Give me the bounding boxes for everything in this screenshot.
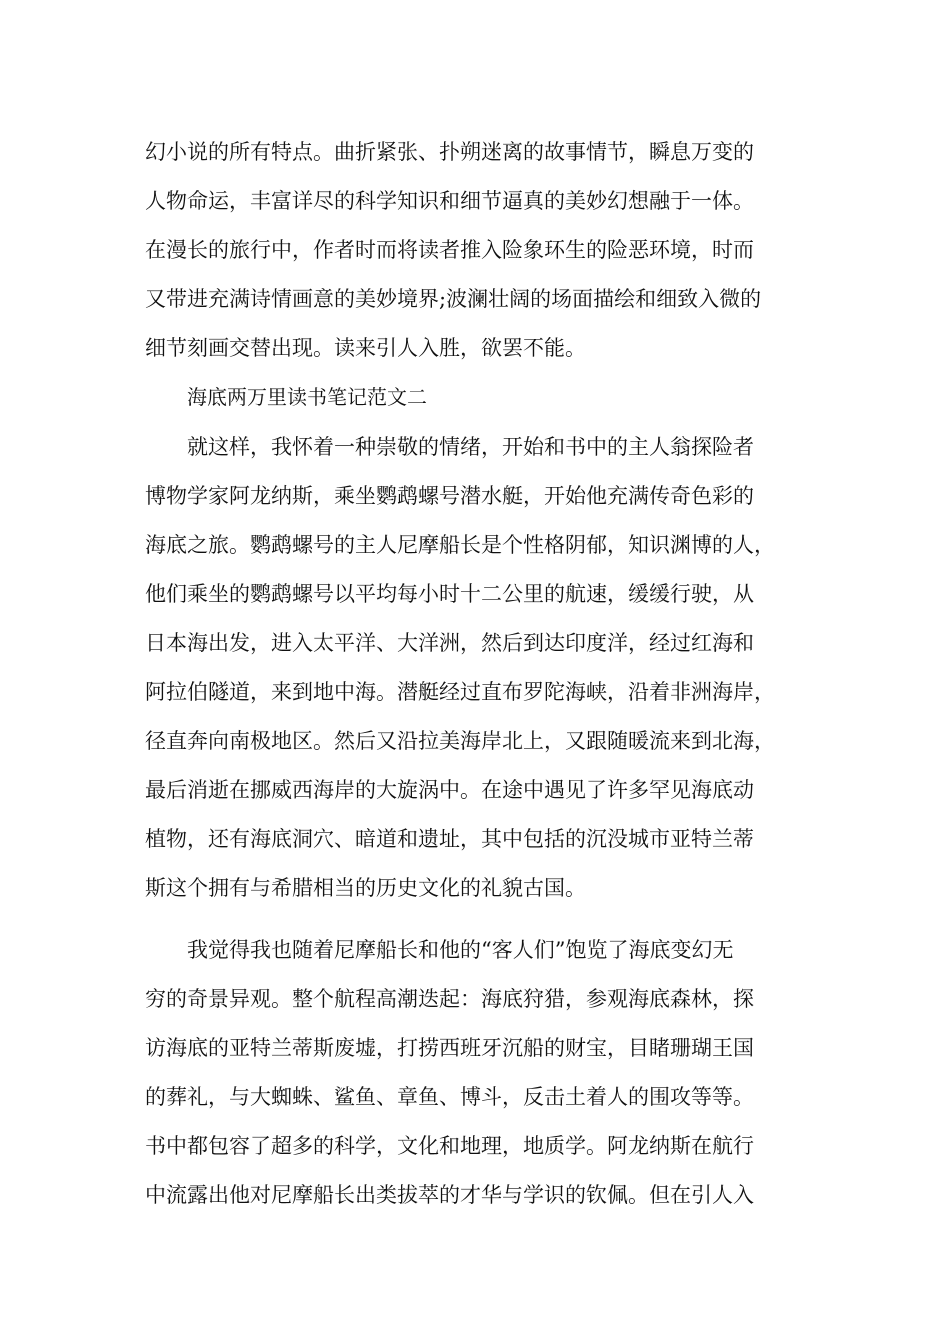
text-line: 细节刻画交替出现。读来引人入胜，欲罢不能。 xyxy=(145,336,586,361)
text-line: 又带进充满诗情画意的美妙境界;波澜壮阔的场面描绘和细致入微的 xyxy=(145,287,762,312)
document-body xyxy=(145,128,815,1220)
text-line: 在漫长的旅行中，作者时而将读者推入险象环生的险恶环境，时而 xyxy=(145,238,754,263)
text-line: 穷的奇景异观。整个航程高潮迭起：海底狩猎，参观海底森林，探 xyxy=(145,986,754,1011)
text-line: 他们乘坐的鹦鹉螺号以平均每小时十二公里的航速，缓缓行驶，从 xyxy=(145,581,754,606)
text-line: 幻小说的所有特点。曲折紧张、扑朔迷离的故事情节，瞬息万变的 xyxy=(145,140,754,164)
text-line: 斯这个拥有与希腊相当的历史文化的礼貌古国。 xyxy=(145,876,586,901)
text-line: 最后消逝在挪威西海岸的大旋涡中。在途中遇见了许多罕见海底动 xyxy=(145,778,754,803)
text-line: 博物学家阿龙纳斯，乘坐鹦鹉螺号潜水艇，开始他充满传奇色彩的 xyxy=(145,483,754,508)
text-line: 中流露出他对尼摩船长出类拔萃的才华与学识的钦佩。但在引人入 xyxy=(145,1182,754,1207)
text-line: 人物命运，丰富详尽的科学知识和细节逼真的美妙幻想融于一体。 xyxy=(145,189,754,214)
section-heading: 海底两万里读书笔记范文二 xyxy=(187,385,427,410)
paragraph-2 xyxy=(145,423,815,914)
text-line: 我觉得我也随着尼摩船长和他的“客人们”饱览了海底变幻无 xyxy=(187,937,734,962)
text-line: 的葬礼，与大蜘蛛、鲨鱼、章鱼、博斗，反击土着人的围攻等等。 xyxy=(145,1084,754,1109)
text-line: 访海底的亚特兰蒂斯废墟，打捞西班牙沉船的财宝，目睹珊瑚王国 xyxy=(145,1035,754,1060)
paragraph-gap xyxy=(145,914,815,926)
paragraph-3 xyxy=(145,926,815,1221)
text-line: 径直奔向南极地区。然后又沿拉美海岸北上，又跟随暖流来到北海， xyxy=(145,729,775,754)
text-line: 就这样，我怀着一种崇敬的情绪，开始和书中的主人翁探险者 xyxy=(187,434,754,459)
text-line: 植物，还有海底洞穴、暗道和遗址，其中包括的沉没城市亚特兰蒂 xyxy=(145,827,754,852)
text-line: 日本海出发，进入太平洋、大洋洲，然后到达印度洋，经过红海和 xyxy=(145,630,754,655)
text-line: 阿拉伯隧道，来到地中海。潜艇经过直布罗陀海峡，沿着非洲海岸， xyxy=(145,680,775,705)
paragraph-1 xyxy=(145,128,815,373)
text-line: 海底之旅。鹦鹉螺号的主人尼摩船长是个性格阴郁，知识渊博的人， xyxy=(145,532,775,557)
text-line: 书中都包容了超多的科学，文化和地理，地质学。阿龙纳斯在航行 xyxy=(145,1133,754,1158)
